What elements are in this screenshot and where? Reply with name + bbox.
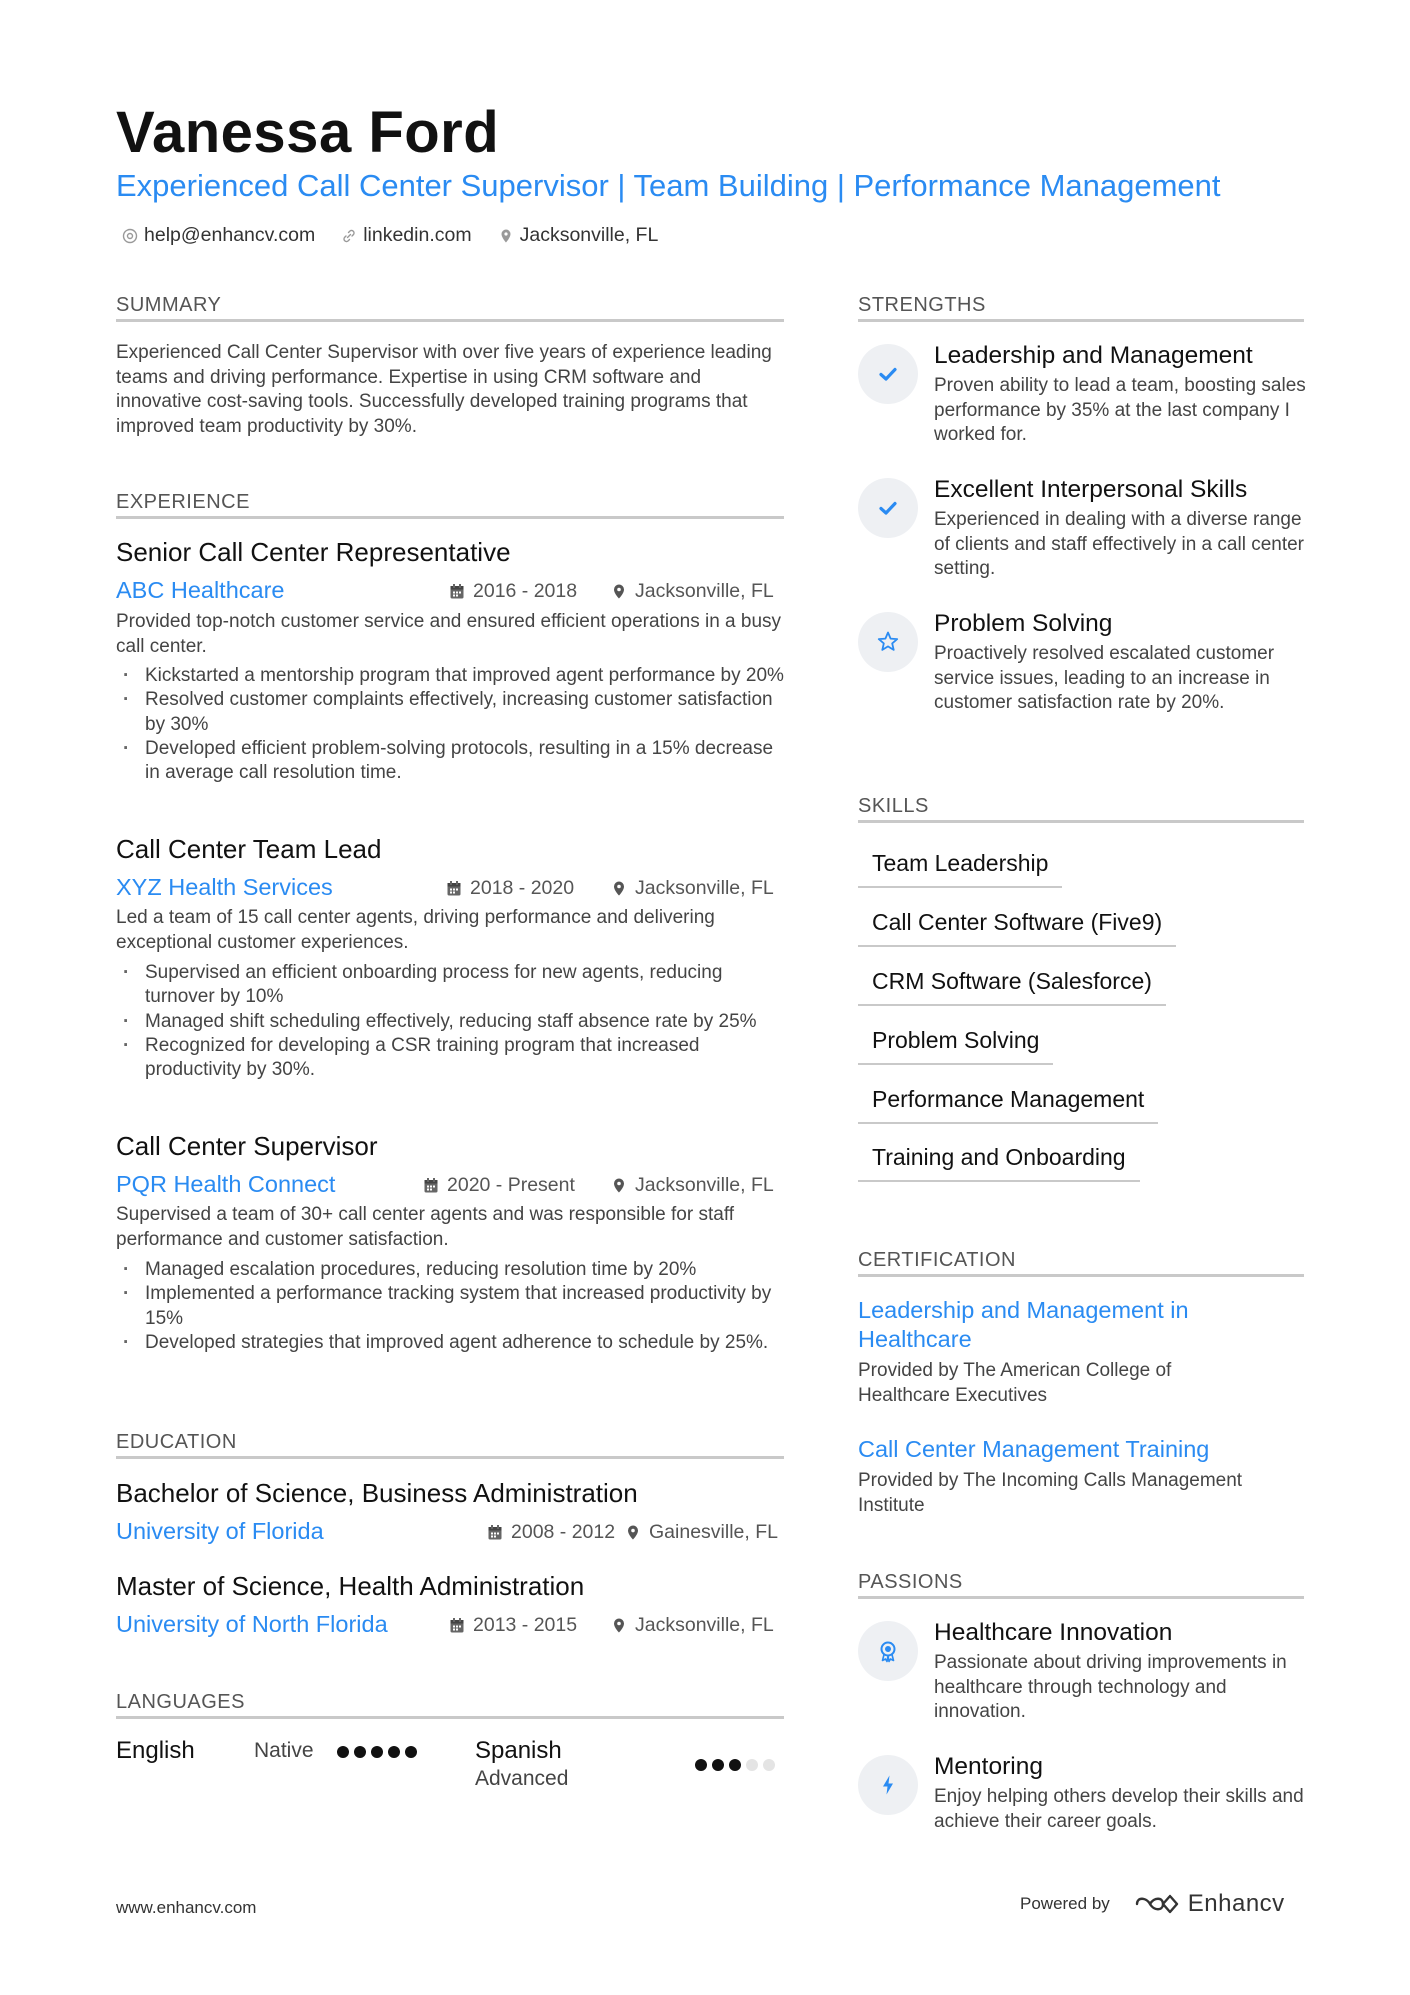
location-text: Jacksonville, FL [519, 224, 659, 246]
language-name: English [116, 1737, 195, 1764]
candidate-headline: Experienced Call Center Supervisor | Team Building | Performance Management [116, 168, 1221, 203]
job-description: Supervised a team of 30+ call center agents and was responsible for staff performance and customer satisfaction. [116, 1204, 735, 1250]
languages-heading: LANGUAGES [116, 1691, 245, 1713]
location-text: Jacksonville, FL [635, 877, 774, 899]
passion-description: Passionate about driving improvements in healthcare through technology and innovation. [934, 1652, 1287, 1722]
strength-description: Proven ability to lead a team, boosting sales performance by 35% at the last company I worked for. [934, 375, 1306, 445]
summary-divider [116, 319, 784, 322]
language-name: Spanish [475, 1737, 562, 1764]
candidate-name: Vanessa Ford [116, 100, 500, 165]
dates-text: 2016 - 2018 [473, 580, 578, 602]
skill-tag: Call Center Software (Five9) [858, 907, 1176, 947]
language-rating-english [337, 1746, 417, 1758]
map-pin-icon [498, 228, 514, 244]
location-text: Jacksonville, FL [635, 1174, 774, 1196]
company-name: PQR Health Connect [116, 1171, 336, 1197]
location-contact [498, 224, 659, 247]
passion-title: Mentoring [934, 1753, 1043, 1780]
dates-text: 2008 - 2012 [511, 1521, 616, 1543]
strength-icon-wrap [858, 478, 918, 538]
rating-dot [405, 1746, 417, 1758]
rating-dot [354, 1746, 366, 1758]
skills-divider [858, 820, 1304, 823]
rating-dot [763, 1759, 775, 1771]
brand-name: Enhancv [1187, 1890, 1285, 1917]
language-level: Native [254, 1739, 314, 1762]
certification-heading: CERTIFICATION [858, 1249, 1016, 1271]
location-text: Jacksonville, FL [635, 580, 774, 602]
education-dates [487, 1519, 615, 1545]
rating-dot [337, 1746, 349, 1758]
dates-text: 2020 - Present [447, 1174, 575, 1196]
languages-divider [116, 1716, 784, 1719]
experience-heading: EXPERIENCE [116, 491, 250, 513]
map-pin-icon [611, 1177, 627, 1194]
check-icon [875, 495, 901, 521]
certification-provider: Provided by The Incoming Calls Management Institute [858, 1470, 1243, 1516]
passions-divider [858, 1596, 1304, 1599]
strength-icon-wrap [858, 612, 918, 672]
location-text: Gainesville, FL [649, 1521, 778, 1543]
bullet-item: · Resolved customer complaints effectively, increasing customer satisfaction by 30% [116, 688, 784, 737]
contact-row [122, 224, 658, 247]
strength-icon-wrap [858, 344, 918, 404]
job-location [611, 1172, 774, 1198]
school-name: University of North Florida [116, 1611, 388, 1637]
education-location [625, 1519, 778, 1545]
check-icon [875, 361, 901, 387]
link-icon [341, 228, 357, 244]
bullet-item: · Developed efficient problem-solving protocols, resulting in a 15% decrease in average call resolution time. [116, 737, 784, 786]
skills-heading: SKILLS [858, 795, 929, 817]
job-description: Led a team of 15 call center agents, driving performance and delivering exceptional customer experiences. [116, 907, 715, 953]
rating-dot [729, 1759, 741, 1771]
award-icon [875, 1638, 901, 1664]
linkedin-contact[interactable] [341, 224, 471, 247]
strengths-heading: STRENGTHS [858, 294, 986, 316]
passion-icon-wrap [858, 1621, 918, 1681]
job-location [611, 875, 774, 901]
at-icon [122, 228, 138, 244]
degree-title: Master of Science, Health Administration [116, 1571, 585, 1601]
job-bullets [116, 664, 784, 785]
email-contact[interactable] [122, 224, 315, 247]
education-location [611, 1612, 774, 1638]
job-title: Call Center Team Lead [116, 834, 382, 864]
summary-text: Experienced Call Center Supervisor with over five years of experience leading teams and driving performance. Expertise in using CRM software and innovative cost-saving tools. Successfully developed training programs that improved team productivity by 30%. [116, 342, 772, 437]
job-dates [446, 875, 574, 901]
skill-tag: Team Leadership [858, 848, 1062, 888]
calendar-icon [449, 583, 465, 600]
rating-dot [388, 1746, 400, 1758]
calendar-icon [446, 880, 462, 897]
bullet-item: · Implemented a performance tracking system that increased productivity by 15% [116, 1282, 784, 1331]
passions-heading: PASSIONS [858, 1571, 963, 1593]
skill-tag: Training and Onboarding [858, 1142, 1140, 1182]
dates-text: 2013 - 2015 [473, 1614, 578, 1636]
language-level: Advanced [475, 1767, 569, 1790]
education-dates [449, 1612, 577, 1638]
strength-title: Leadership and Management [934, 342, 1253, 369]
certification-title: Leadership and Management in Healthcare [858, 1297, 1189, 1352]
calendar-icon [487, 1524, 503, 1541]
job-title: Senior Call Center Representative [116, 537, 511, 567]
certification-divider [858, 1274, 1304, 1277]
job-bullets [116, 961, 784, 1082]
company-name: ABC Healthcare [116, 577, 285, 603]
job-location [611, 578, 774, 604]
passion-description: Enjoy helping others develop their skills and achieve their career goals. [934, 1786, 1304, 1832]
bullet-item: · Developed strategies that improved agent adherence to schedule by 25%. [116, 1331, 784, 1355]
rating-dot [712, 1759, 724, 1771]
footer-branding [1020, 1890, 1285, 1918]
passion-title: Healthcare Innovation [934, 1619, 1173, 1646]
skill-tag: Problem Solving [858, 1025, 1053, 1065]
strength-description: Proactively resolved escalated customer service issues, leading to an increase in customer satisfaction rate by 20%. [934, 643, 1275, 713]
rating-dot [746, 1759, 758, 1771]
strength-title: Excellent Interpersonal Skills [934, 476, 1248, 503]
certification-title: Call Center Management Training [858, 1436, 1210, 1462]
rating-dot [371, 1746, 383, 1758]
map-pin-icon [611, 880, 627, 897]
degree-title: Bachelor of Science, Business Administration [116, 1478, 638, 1508]
brand-logo[interactable] [1134, 1890, 1285, 1918]
summary-heading: SUMMARY [116, 294, 222, 316]
rating-dot [695, 1759, 707, 1771]
lightning-icon [875, 1772, 901, 1798]
experience-divider [116, 516, 784, 519]
bullet-item: · Managed escalation procedures, reducing resolution time by 20% [116, 1258, 784, 1282]
strengths-divider [858, 319, 1304, 322]
school-name: University of Florida [116, 1518, 324, 1544]
map-pin-icon [611, 583, 627, 600]
map-pin-icon [611, 1617, 627, 1634]
certification-provider: Provided by The American College of Healthcare Executives [858, 1360, 1172, 1406]
job-dates [449, 578, 577, 604]
job-dates [423, 1172, 575, 1198]
calendar-icon [449, 1617, 465, 1634]
calendar-icon [423, 1177, 439, 1194]
job-title: Call Center Supervisor [116, 1131, 378, 1161]
enhancv-logo-icon [1134, 1892, 1180, 1916]
linkedin-text: linkedin.com [363, 224, 472, 246]
strength-description: Experienced in dealing with a diverse range of clients and staff effectively in a call center setting. [934, 509, 1304, 579]
strength-title: Problem Solving [934, 610, 1113, 637]
skill-tag: CRM Software (Salesforce) [858, 966, 1166, 1006]
education-heading: EDUCATION [116, 1431, 237, 1453]
star-icon [875, 629, 901, 655]
powered-by-text: Powered by [1020, 1894, 1110, 1913]
language-rating-spanish [695, 1759, 775, 1771]
company-name: XYZ Health Services [116, 874, 333, 900]
bullet-item: · Managed shift scheduling effectively, reducing staff absence rate by 25% [116, 1010, 784, 1034]
bullet-item: · Supervised an efficient onboarding process for new agents, reducing turnover by 10% [116, 961, 784, 1010]
map-pin-icon [625, 1524, 641, 1541]
dates-text: 2018 - 2020 [470, 877, 575, 899]
location-text: Jacksonville, FL [635, 1614, 774, 1636]
education-divider [116, 1456, 784, 1459]
passion-icon-wrap [858, 1755, 918, 1815]
skill-tag: Performance Management [858, 1084, 1158, 1124]
job-bullets [116, 1258, 784, 1355]
footer-website[interactable]: www.enhancv.com [116, 1898, 257, 1917]
job-description: Provided top-notch customer service and ensured efficient operations in a busy call center. [116, 611, 782, 657]
email-text: help@enhancv.com [144, 224, 316, 246]
bullet-item: · Recognized for developing a CSR training program that increased productivity by 30%. [116, 1034, 784, 1083]
bullet-item: · Kickstarted a mentorship program that improved agent performance by 20% [116, 664, 784, 688]
